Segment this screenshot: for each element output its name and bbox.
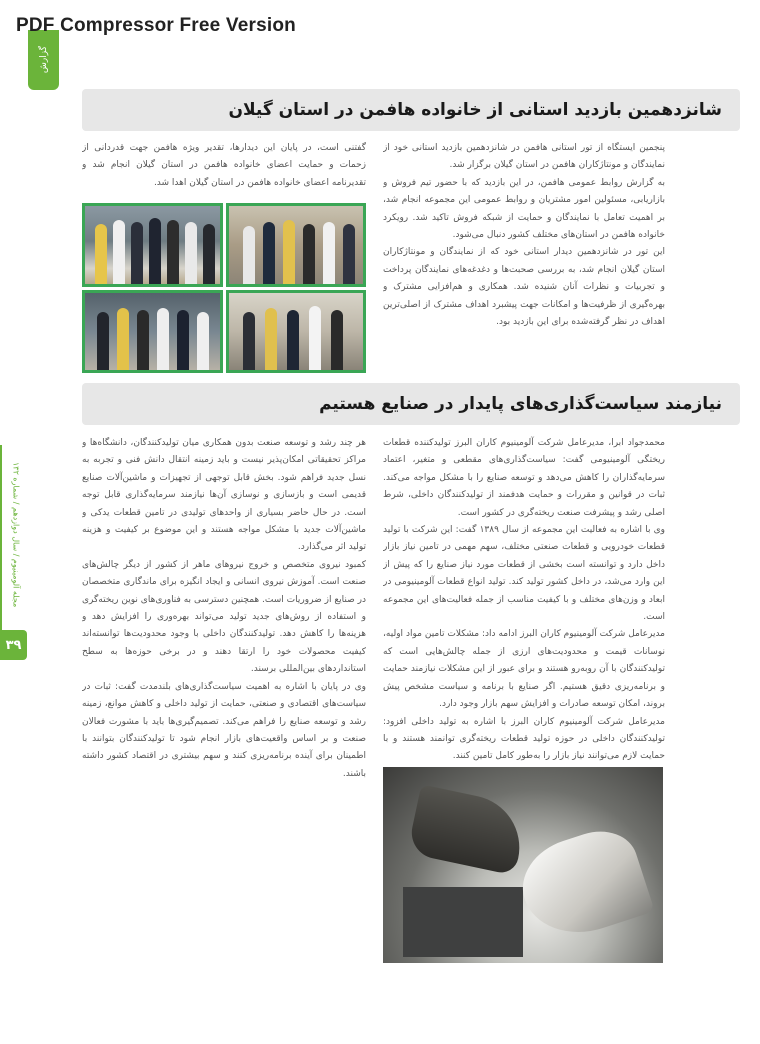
side-issue-label: [4, 430, 28, 640]
section-tab: [28, 30, 59, 90]
group-photo: [82, 290, 223, 374]
article2-paragraph: وی با اشاره به فعالیت این مجموعه از سال ۱۳۸۹ گفت: این شرکت با تولید قطعات خودرویی و قطعات صنعتی مختلف، سهم مهمی در تامین نیاز بازار داخل دارد و توانسته است بخشی از قطعات مورد نیاز صنایع را که پیش از این وارد می‌شد، در داخل کشور تولید کند. تولید انواع قطعات آلومینیومی در ابعاد و وزن‌های مختلف و با کیفیت مناسب از جمله فعالیت‌های این مجموعه است.: [383, 525, 665, 623]
article2-title-bar: [82, 383, 740, 425]
article1-paragraph: به گزارش روابط عمومی هافمن، در این بازدید که با حضور تیم فروش و بازاریابی، مسئولین امور مشتریان و روابط عمومی این مجموعه انجام شد، بر اهمیت تعامل با نمایندگان و حمایت از شبکه فروش تاکید شد. رویکرد خانواده هافمن در استان‌های مختلف کشور دنبال می‌شود.: [383, 177, 665, 241]
section-tab-label: گزارش: [38, 46, 49, 74]
article1-photo-grid: [82, 203, 366, 373]
page-number-badge: [0, 630, 27, 660]
group-photo: [226, 290, 367, 374]
article2-title: نیازمند سیاست‌گذاری‌های پایدار در صنایع هستیم: [319, 394, 722, 414]
article2-left-column: [82, 435, 366, 955]
group-photo: [82, 203, 223, 287]
article1-right-column: [383, 140, 665, 372]
article2-paragraph: وی در پایان با اشاره به اهمیت سیاست‌گذاری‌های بلندمدت گفت: ثبات در سیاست‌های اقتصادی و صنعتی، حمایت از تولید داخلی و کاهش موانع، زمینه رشد و توسعه صنایع را فراهم می‌کند. تصمیم‌گیری‌ها باید با مشورت فعالان صنعت و بر اساس واقعیت‌های بازار انجام شود تا تولیدکنندگان بتوانند با اطمینان برای آینده برنامه‌ریزی کنند و سهم بیشتری در اقتصاد کشور داشته باشند.: [82, 681, 366, 779]
side-issue-text: مجله آلومینیوم / سال دوازدهم / شماره ۱۳۲: [11, 462, 21, 608]
article1-paragraph: این تور در شانزدهمین دیدار استانی خود که از نمایندگان و مونتاژکاران استان گیلان انجام شد، به بررسی صحبت‌ها و دغدغه‌های نمایندگان پرداخت و تجربیات و نظرات آنان شنیده شد. همکاری و هم‌افزایی مشترک و بهره‌گیری از ظرفیت‌ها و امکانات جهت پیشبرد اهداف مشترک از اصلی‌ترین اهداف در نظر گرفته‌شده برای این بازدید بود.: [383, 247, 665, 328]
article2-paragraph: هر چند رشد و توسعه صنعت بدون همکاری میان تولیدکنندگان، دانشگاه‌ها و مراکز تحقیقاتی امکان‌پذیر نیست و باید زمینه انتقال دانش فنی و تجربه به نسل جدید فراهم شود. بخش قابل توجهی از تجهیزات و ماشین‌آلات صنایع قدیمی است و بازسازی و نوسازی آن‌ها نیازمند سرمایه‌گذاری قابل توجه است. در حال حاضر بسیاری از واحدهای تولیدی در تامین قطعات یدکی و ماشین‌آلات جدید با مشکل مواجه هستند و این موضوع بر کیفیت و هزینه تولید اثر می‌گذارد.: [82, 438, 366, 553]
article2-paragraph: محمدجواد ابرا، مدیرعامل شرکت آلومینیوم کاران البرز تولیدکننده قطعات ریختگی آلومینیومی گفت: سیاست‌گذاری‌های مقطعی و متغیر، اعتماد سرمایه‌گذاران را کاهش می‌دهد و توسعه صنایع را با مشکل مواجه می‌کند. ثبات در قوانین و مقررات و حمایت هدفمند از تولیدکنندگان داخلی، شرط اصلی رشد و پیشرفت صنعت ریخته‌گری در کشور است.: [383, 438, 665, 518]
article1-title-bar: [82, 89, 740, 131]
article1-paragraph: پنجمین ایستگاه از تور استانی هافمن در شانزدهمین بازدید استانی خود از نمایندگان و مونتاژکاران هافمن در استان گیلان برگزار شد.: [383, 143, 665, 171]
page-number: ۳۹: [5, 637, 22, 653]
side-divider: [0, 445, 2, 635]
article2-paragraph: مدیرعامل شرکت آلومینیوم کاران البرز ادامه داد: مشکلات تامین مواد اولیه، نوسانات قیمت و محدودیت‌های ارزی از جمله چالش‌هایی است که تولیدکنندگان با آن روبه‌رو هستند و برای عبور از این مشکلات نیازمند حمایت و برنامه‌ریزی دقیق هستیم. اگر صنایع با برنامه و سیاست مشخص پیش بروند، امکان توسعه صادرات و افزایش سهم بازار وجود دارد.: [383, 629, 665, 710]
article2-paragraph: کمبود نیروی متخصص و خروج نیروهای ماهر از کشور از دیگر چالش‌های صنعت است. آموزش نیروی انسانی و ایجاد انگیزه برای ماندگاری متخصصان در صنایع از ضروریات است. همچنین دسترسی به فناوری‌های نوین ریخته‌گری و استفاده از روش‌های جدید تولید می‌تواند بهره‌وری را افزایش دهد و هزینه‌ها را کاهش دهد. تولیدکنندگان داخلی با وجود محدودیت‌ها توانسته‌اند کیفیت محصولات خود را ارتقا دهند و در برخی حوزه‌ها به سطح استانداردهای بین‌المللی برسند.: [82, 559, 366, 675]
watermark-text: PDF Compressor Free Version: [16, 15, 296, 36]
group-photo: [226, 203, 367, 287]
article1-paragraph: گفتنی است، در پایان این دیدارها، تقدیر ویژه هافمن جهت قدردانی از زحمات و حمایت اعضای خانواده هافمن در استان گیلان انجام شد و تقدیرنامه اعضای خانواده هافمن در استان گیلان اهدا شد.: [82, 143, 366, 188]
article1-title: شانزدهمین بازدید استانی از خانواده هافمن در استان گیلان: [228, 100, 722, 120]
article2-right-column: [383, 435, 665, 761]
casting-photo: [383, 767, 663, 963]
article2-paragraph: مدیرعامل شرکت آلومینیوم کاران البرز با اشاره به تولید داخلی افزود: تولیدکنندگان داخلی در حوزه تولید قطعات ریخته‌گری توانمند هستند و با حمایت لازم می‌توانند نیاز بازار را به‌طور کامل تامین کنند.: [383, 716, 665, 761]
article1-left-column: [82, 140, 366, 200]
